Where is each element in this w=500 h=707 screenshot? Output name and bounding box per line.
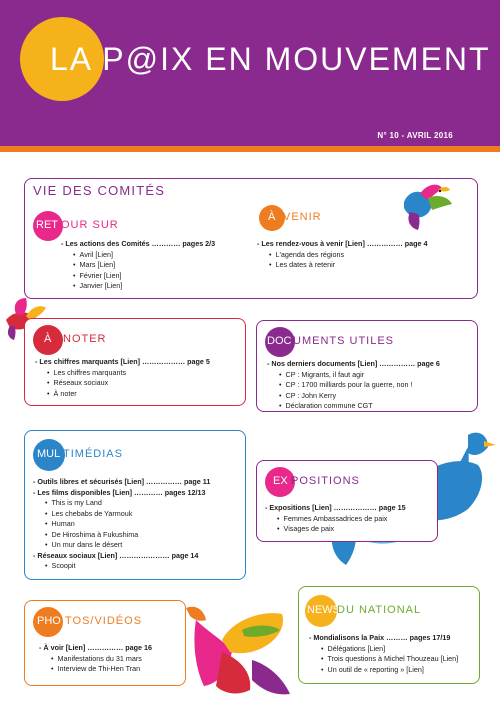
vie-comites-title: VIE DES COMITÉS (33, 183, 166, 198)
retour-title-rest: OUR SUR (61, 219, 119, 231)
news-item[interactable]: • Délégations [Lien] (309, 644, 458, 655)
a-noter-box (24, 318, 246, 406)
photos-box (24, 600, 186, 686)
a-noter-main-line[interactable]: - Les chiffres marquants [Lien] ……………… page 5 (35, 357, 210, 366)
documents-item[interactable]: • CP : Migrants, il faut agir (267, 370, 440, 381)
multimedias-bubble-text: MUL (37, 448, 61, 460)
expositions-main-line[interactable]: - Expositions [Lien] ……………… page 15 (265, 503, 406, 512)
avenir-main-line[interactable]: - Les rendez-vous à venir [Lien] …………… page 4 (257, 239, 428, 248)
documents-bubble-text: DOC (267, 335, 292, 347)
avenir-bubble-text: À (268, 211, 276, 223)
film-item[interactable]: • Human (33, 519, 210, 530)
multimedias-social-line[interactable]: - Réseaux sociaux [Lien] ………………… page 14 (33, 550, 199, 560)
photos-item[interactable]: • Manifestations du 31 mars (39, 654, 152, 665)
documents-item[interactable]: • Déclaration commune CGT (267, 401, 440, 412)
film-item[interactable]: • This is my Land (33, 498, 210, 509)
expositions-item[interactable]: • Visages de paix (265, 524, 406, 535)
a-noter-item[interactable]: • Réseaux sociaux (35, 378, 210, 389)
news-bubble-text: NEWS (307, 604, 340, 616)
multimedias-outils-line[interactable]: - Outils libres et sécurisés [Lien] …………… page 11 (33, 477, 211, 486)
retour-main-line[interactable]: - Les actions des Comités ………… pages 2/3 (61, 239, 216, 248)
photos-title-rest: TOS/VIDÉOS (65, 615, 143, 627)
documents-item[interactable]: • CP : John Kerry (267, 391, 440, 402)
documents-item[interactable]: • CP : 1700 milliards pour la guerre, non ! (267, 380, 440, 391)
a-noter-item[interactable]: • Les chiffres marquants (35, 368, 210, 379)
retour-item[interactable]: • Mars [Lien] (61, 260, 215, 271)
expositions-title-rest: POSITIONS (291, 475, 360, 487)
expositions-bubble-text: EX (273, 475, 288, 487)
a-noter-title-rest: NOTER (63, 333, 107, 345)
social-item[interactable]: • Scoopit (33, 561, 210, 572)
dove-orange-icon (182, 600, 300, 704)
avenir-item[interactable]: • L'agenda des régions (257, 250, 428, 261)
film-item[interactable]: • Les chebabs de Yarmouk (33, 509, 210, 520)
retour-item[interactable]: • Janvier [Lien] (61, 281, 215, 292)
news-item[interactable]: • Trois questions à Michel Thouzeau [Lien] (309, 654, 458, 665)
retour-list (61, 239, 215, 292)
retour-item[interactable]: • Avril [Lien] (61, 250, 215, 261)
multimedias-box (24, 430, 246, 580)
news-title-rest: DU NATIONAL (337, 604, 422, 616)
expositions-list (265, 503, 406, 535)
photos-item[interactable]: • Interview de Thi-Hen Tran (39, 664, 152, 675)
news-list (309, 633, 458, 675)
expositions-item[interactable]: • Femmes Ambassadrices de paix (265, 514, 406, 525)
documents-main-line[interactable]: - Nos derniers documents [Lien] …………… page 6 (267, 359, 440, 368)
news-main-line[interactable]: - Mondialisons la Paix ……… pages 17/19 (309, 633, 451, 642)
dove-colorful-icon (398, 182, 456, 234)
film-item[interactable]: • De Hiroshima à Fukushima (33, 530, 210, 541)
newsletter-title: LA P@IX EN MOUVEMENT (50, 41, 491, 77)
multimedias-films-line[interactable]: - Les films disponibles [Lien] ………… pages 12/13 (33, 487, 206, 497)
a-noter-list (35, 357, 210, 399)
news-box (298, 586, 480, 684)
film-item[interactable]: • Un mur dans le désert (33, 540, 210, 551)
photos-main-line[interactable]: - À voir [Lien] …………… page 16 (39, 643, 153, 652)
photos-list (39, 643, 152, 675)
avenir-title-rest: VENIR (283, 211, 322, 223)
multimedias-list (33, 477, 210, 572)
a-noter-item[interactable]: • À noter (35, 389, 210, 400)
avenir-item[interactable]: • Les dates à retenir (257, 260, 428, 271)
news-item[interactable]: • Un outil de « reporting » [Lien] (309, 665, 458, 676)
retour-item[interactable]: • Février [Lien] (61, 271, 215, 282)
retour-bubble-text: RET (36, 219, 58, 231)
issue-label: N° 10 - AVRIL 2016 (377, 131, 453, 140)
a-noter-bubble-text: À (44, 333, 52, 345)
multimedias-title-rest: TIMÉDIAS (63, 448, 123, 460)
header-orange-bar (0, 146, 500, 152)
header-banner (0, 0, 500, 146)
documents-title-rest: UMENTS UTILES (293, 335, 395, 347)
documents-box (256, 320, 478, 412)
expositions-box (256, 460, 438, 542)
avenir-list (257, 239, 428, 271)
documents-list (267, 359, 440, 412)
photos-bubble-text: PHO (37, 615, 61, 627)
